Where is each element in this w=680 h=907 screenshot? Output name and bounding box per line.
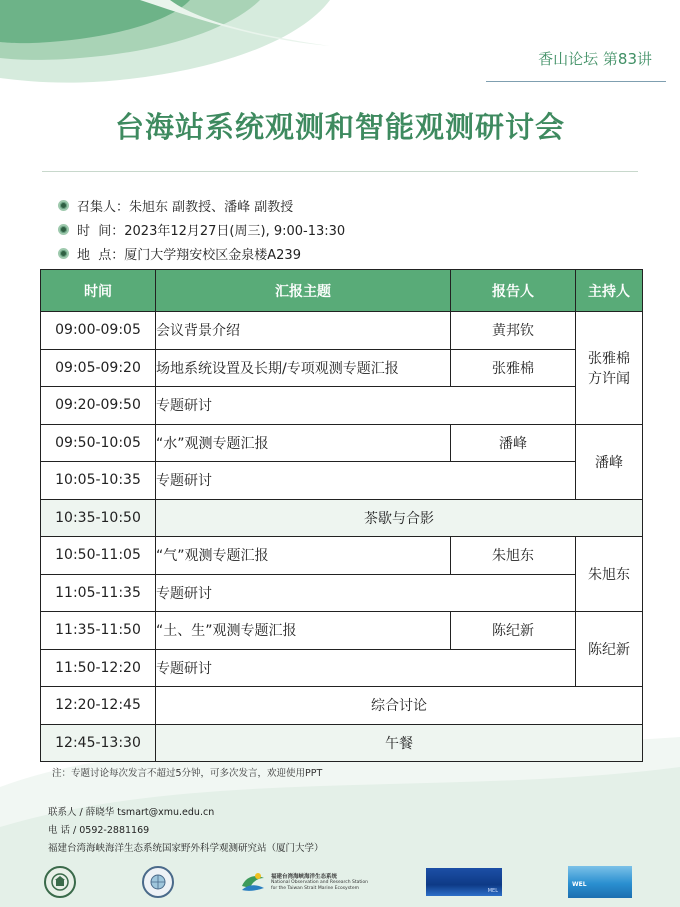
mel-logo — [426, 868, 502, 896]
forum-series-label: 香山论坛 第83讲 — [538, 50, 652, 68]
row-topic: 专题研讨 — [156, 649, 576, 687]
contact-person: 联系人 / 薛晓华 tsmart@xmu.edu.cn — [48, 807, 215, 818]
row-time: 12:20-12:45 — [41, 687, 156, 725]
row-time: 10:50-11:05 — [41, 537, 156, 575]
row-host: 朱旭东 — [576, 537, 643, 612]
row-time: 09:00-09:05 — [41, 312, 156, 350]
row-topic: 综合讨论 — [156, 687, 643, 725]
contact-block — [48, 804, 324, 858]
table-row — [41, 424, 643, 462]
page-title: 台海站系统观测和智能观测研讨会 — [114, 110, 565, 144]
row-host: 陈纪新 — [576, 612, 643, 687]
host-name: 方许闻 — [588, 370, 630, 387]
header-time: 时间 — [41, 270, 156, 312]
contact-phone: 电 话 / 0592-2881169 — [48, 825, 150, 836]
series-underline — [486, 81, 666, 82]
row-time: 11:05-11:35 — [41, 574, 156, 612]
row-speaker: 陈纪新 — [451, 612, 576, 650]
wel-logo — [568, 866, 632, 898]
row-time: 09:05-09:20 — [41, 349, 156, 387]
bullet-icon — [58, 248, 69, 259]
time-row — [58, 217, 345, 241]
convener-value: 朱旭东 副教授、潘峰 副教授 — [129, 199, 294, 215]
row-speaker: 潘峰 — [451, 424, 576, 462]
table-row — [41, 649, 643, 687]
wel-label: WEL — [572, 881, 587, 888]
row-topic: 专题研讨 — [156, 574, 576, 612]
row-topic: 专题研讨 — [156, 387, 576, 425]
row-time: 12:45-13:30 — [41, 724, 156, 762]
wave-emblem-icon — [238, 868, 268, 898]
time-value: 2023年12月27日(周三), 9:00-13:30 — [124, 223, 346, 239]
convener-row — [58, 193, 345, 217]
station-logo — [238, 866, 368, 900]
row-topic: 场地系统设置及长期/专项观测专题汇报 — [156, 349, 451, 387]
station-name-en2: for the Taiwan Strait Marine Ecosystem — [271, 886, 359, 891]
row-topic: 茶歇与合影 — [156, 499, 643, 537]
row-time: 11:50-12:20 — [41, 649, 156, 687]
row-time: 09:50-10:05 — [41, 424, 156, 462]
place-row — [58, 241, 345, 265]
table-header-row — [41, 270, 643, 312]
table-row — [41, 387, 643, 425]
row-time: 09:20-09:50 — [41, 387, 156, 425]
row-speaker: 黄邦钦 — [451, 312, 576, 350]
logo-strip — [0, 860, 680, 904]
mel-label: MEL — [487, 888, 498, 894]
footnote: 注：专题讨论每次发言不超过5分钟，可多次发言，欢迎使用PPT — [52, 768, 323, 779]
place-value: 厦门大学翔安校区金泉楼A239 — [124, 247, 301, 263]
row-topic: 专题研讨 — [156, 462, 576, 500]
meeting-info — [58, 193, 345, 265]
institute-seal-logo — [142, 866, 174, 898]
row-topic: “水”观测专题汇报 — [156, 424, 451, 462]
time-label: 时 间： — [77, 223, 125, 239]
table-row — [41, 537, 643, 575]
station-name-en1: National Observation and Research Station — [271, 880, 368, 885]
table-row — [41, 499, 643, 537]
schedule-table — [40, 269, 643, 762]
contact-org: 福建台湾海峡海洋生态系统国家野外科学观测研究站（厦门大学） — [48, 843, 324, 854]
table-row — [41, 724, 643, 762]
row-topic: “气”观测专题汇报 — [156, 537, 451, 575]
table-row — [41, 574, 643, 612]
row-speaker: 朱旭东 — [451, 537, 576, 575]
table-row — [41, 612, 643, 650]
table-row — [41, 462, 643, 500]
table-row — [41, 349, 643, 387]
row-time: 11:35-11:50 — [41, 612, 156, 650]
row-speaker: 张雅棉 — [451, 349, 576, 387]
bullet-icon — [58, 200, 69, 211]
row-time: 10:05-10:35 — [41, 462, 156, 500]
row-topic: 午餐 — [156, 724, 643, 762]
host-name: 张雅棉 — [588, 350, 630, 367]
table-row — [41, 312, 643, 350]
row-time: 10:35-10:50 — [41, 499, 156, 537]
row-host: 潘峰 — [576, 424, 643, 499]
row-host — [576, 312, 643, 425]
seal-emblem-icon — [50, 872, 70, 892]
header-host: 主持人 — [576, 270, 643, 312]
place-label: 地 点： — [77, 247, 125, 263]
station-name-cn: 福建台湾海峡海洋生态系统 — [271, 874, 338, 880]
title-divider — [42, 171, 638, 172]
row-topic: “土、生”观测专题汇报 — [156, 612, 451, 650]
university-seal-logo — [44, 866, 76, 898]
convener-label: 召集人： — [77, 199, 130, 215]
row-topic: 会议背景介绍 — [156, 312, 451, 350]
table-row — [41, 687, 643, 725]
bullet-icon — [58, 224, 69, 235]
header-topic: 汇报主题 — [156, 270, 451, 312]
header-speaker: 报告人 — [451, 270, 576, 312]
globe-emblem-icon — [148, 872, 168, 892]
